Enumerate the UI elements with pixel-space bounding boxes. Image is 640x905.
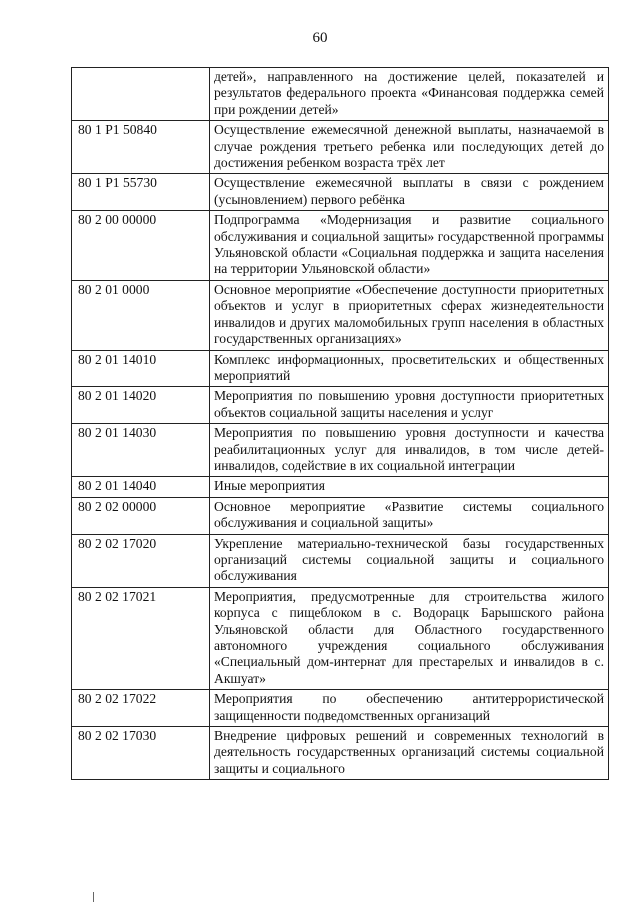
- row-description: Мероприятия по обеспечению антитеррористической защищенности подведомственных организаций: [210, 690, 609, 727]
- row-description: Осуществление ежемесячной денежной выплаты, назначаемой в случае рождения третьего ребенка или последующих детей до достижения ребенком возраста трёх лет: [210, 121, 609, 174]
- table-row: [72, 587, 609, 689]
- row-code: 80 2 01 0000: [72, 280, 210, 350]
- row-code: 80 2 00 00000: [72, 211, 210, 281]
- table-row: [72, 727, 609, 780]
- row-code: 80 1 P1 55730: [72, 174, 210, 211]
- table-row: [72, 690, 609, 727]
- table-row: [72, 350, 609, 387]
- row-code: 80 2 01 14020: [72, 387, 210, 424]
- row-description: Мероприятия по повышению уровня доступности приоритетных объектов социальной защиты населения и услуг: [210, 387, 609, 424]
- budget-classification-table: [71, 67, 609, 780]
- row-code: 80 2 02 17020: [72, 534, 210, 587]
- table-body: [72, 68, 609, 780]
- row-description: Укрепление материально-технической базы государственных организаций системы социальной защиты и социального обслуживания: [210, 534, 609, 587]
- table-row: [72, 424, 609, 477]
- table-row: [72, 121, 609, 174]
- page-number: 60: [312, 30, 328, 46]
- table-row: [72, 68, 609, 121]
- scan-mark: [93, 892, 94, 902]
- row-description: Основное мероприятие «Обеспечение доступности приоритетных объектов и услуг в приоритетных сферах жизнедеятельности инвалидов и других маломобильных групп населения в областных государственных организациях»: [210, 280, 609, 350]
- row-code: 80 2 01 14040: [72, 477, 210, 497]
- row-code: 80 2 01 14030: [72, 424, 210, 477]
- table-row: [72, 497, 609, 534]
- row-description: Мероприятия, предусмотренные для строительства жилого корпуса с пищеблоком в с. Водорацк Барышского района Ульяновской области для Областного государственного автономного учреждения социального обслуживания «Специальный дом-интернат для престарелых и инвалидов в с. Акшуат»: [210, 587, 609, 689]
- row-description: Осуществление ежемесячной выплаты в связи с рождением (усыновлением) первого ребёнка: [210, 174, 609, 211]
- table-row: [72, 387, 609, 424]
- table-row: [72, 534, 609, 587]
- row-code: 80 1 P1 50840: [72, 121, 210, 174]
- row-code: 80 2 01 14010: [72, 350, 210, 387]
- table-row: [72, 211, 609, 281]
- table-row: [72, 174, 609, 211]
- table-row: [72, 280, 609, 350]
- row-code: [72, 68, 210, 121]
- row-description: Комплекс информационных, просветительских и общественных мероприятий: [210, 350, 609, 387]
- row-description: Основное мероприятие «Развитие системы социального обслуживания и социальной защиты»: [210, 497, 609, 534]
- row-description: Мероприятия по повышению уровня доступности и качества реабилитационных услуг для инвалидов, в том числе детей-инвалидов, содействие в их социальной интеграции: [210, 424, 609, 477]
- row-description: Подпрограмма «Модернизация и развитие социального обслуживания и социальной защиты» государственной программы Ульяновской области «Социальная поддержка и защита населения на территории Ульяновской области»: [210, 211, 609, 281]
- row-description: Иные мероприятия: [210, 477, 609, 497]
- row-code: 80 2 02 17022: [72, 690, 210, 727]
- row-code: 80 2 02 17021: [72, 587, 210, 689]
- row-description: Внедрение цифровых решений и современных технологий в деятельность государственных организаций системы социальной защиты и социального: [210, 727, 609, 780]
- row-code: 80 2 02 00000: [72, 497, 210, 534]
- row-code: 80 2 02 17030: [72, 727, 210, 780]
- table-row: [72, 477, 609, 497]
- row-description: детей», направленного на достижение целей, показателей и результатов федерального проекта «Финансовая поддержка семей при рождении детей»: [210, 68, 609, 121]
